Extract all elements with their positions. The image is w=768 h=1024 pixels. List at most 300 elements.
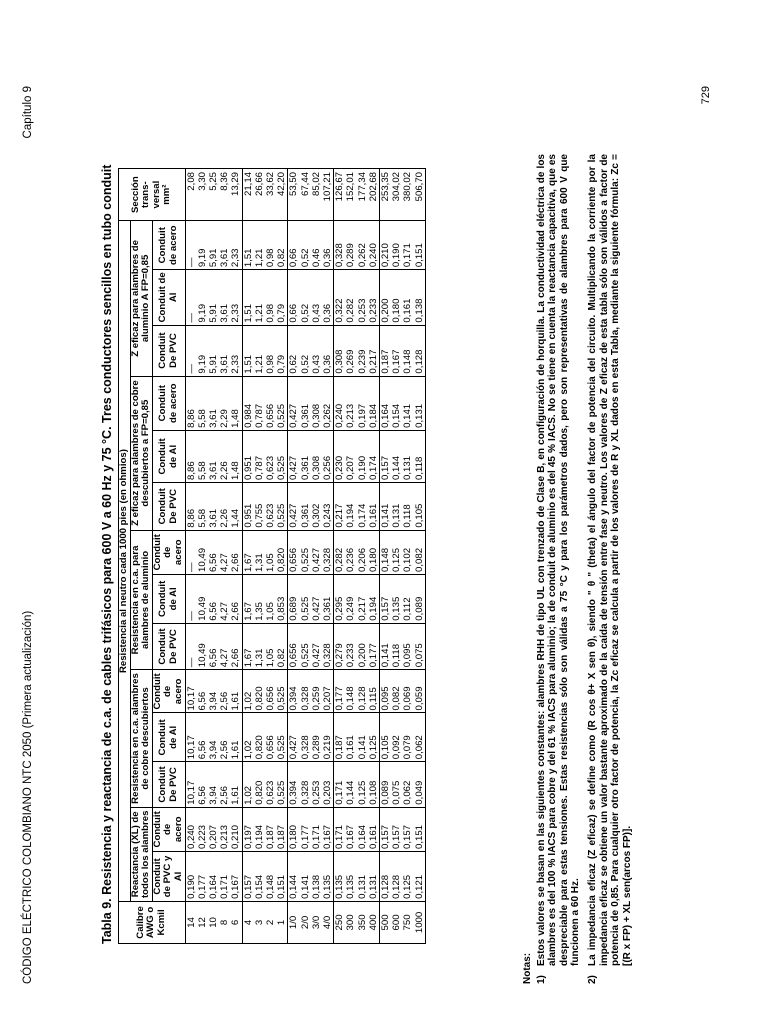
cell-value: 0,177 xyxy=(299,825,311,850)
cell-value: — xyxy=(185,257,197,268)
cell-value: 0,131 xyxy=(367,874,379,899)
calibre-value: 750 xyxy=(402,914,414,931)
cell-value: 1,02 xyxy=(242,786,254,805)
cell-value: 0,112 xyxy=(402,597,414,621)
table-body xyxy=(185,169,425,944)
cell-value: 0,148 xyxy=(345,686,357,711)
cell-value: 0,43 xyxy=(310,354,322,374)
cell-value: 2,66 xyxy=(230,602,242,621)
subheader-acero: Conduit de acero xyxy=(152,807,185,851)
cell-value: 1,61 xyxy=(230,740,242,760)
cell-value: 0,177 xyxy=(367,643,379,668)
calibre-value: 400 xyxy=(367,914,379,931)
page-number: 729 xyxy=(700,86,712,105)
value-cell xyxy=(288,430,334,482)
note-item xyxy=(587,154,633,984)
cell-value: 3,94 xyxy=(207,740,219,760)
cell-value: 0,157 xyxy=(402,825,414,850)
table-row-group xyxy=(380,169,426,944)
cell-value: 0,240 xyxy=(334,403,346,428)
cell-value: 0,197 xyxy=(242,825,254,850)
cell-value: 8,86 xyxy=(185,409,197,428)
cell-value: 0,089 xyxy=(380,780,392,805)
cell-value: 0,187 xyxy=(276,825,288,850)
value-cell xyxy=(288,574,334,623)
cell-value: 0,361 xyxy=(299,403,311,428)
cell-value: 3,61 xyxy=(219,303,231,323)
cell-value: 0,164 xyxy=(380,403,392,428)
calibre-value: 4 xyxy=(242,919,254,926)
cell-value: 0,069 xyxy=(402,686,414,711)
cell-value: 1,31 xyxy=(253,553,265,572)
cell-value: 0,062 xyxy=(413,735,425,760)
cell-value: 0,174 xyxy=(356,503,368,528)
subheader-al: Conduit de Al xyxy=(152,430,185,482)
cell-value: 0,427 xyxy=(310,596,322,621)
cell-value: 0,427 xyxy=(310,547,322,572)
table-row-group xyxy=(334,169,380,944)
value-cell xyxy=(380,713,426,762)
cell-value: 6,56 xyxy=(196,786,208,805)
cell-value: 0,223 xyxy=(196,825,208,850)
value-cell xyxy=(185,852,242,902)
cell-value: 1,05 xyxy=(264,553,276,572)
value-cell xyxy=(242,221,288,270)
cell-value: 67,44 xyxy=(299,172,311,197)
value-cell xyxy=(334,270,380,325)
value-cell xyxy=(334,623,380,670)
cell-value: 0,187 xyxy=(380,349,392,374)
cell-value: 0,203 xyxy=(322,780,333,805)
cell-value: 1,48 xyxy=(230,461,242,480)
cell-value: 0,98 xyxy=(264,248,276,268)
calibre-value: 600 xyxy=(391,914,403,931)
cell-value: 5,58 xyxy=(196,409,208,428)
cell-value: 0,328 xyxy=(299,735,311,760)
value-cell xyxy=(334,713,380,762)
cell-value: 0,308 xyxy=(310,403,322,428)
cell-value: 0,138 xyxy=(310,874,322,899)
cell-value: 0,217 xyxy=(356,596,368,621)
value-cell xyxy=(380,376,426,430)
cell-value: 177,34 xyxy=(356,172,368,202)
cell-value: 0,121 xyxy=(413,874,425,899)
cell-value: 0,128 xyxy=(356,686,368,711)
cell-value: 0,289 xyxy=(310,735,322,760)
cell-value: 0,167 xyxy=(345,825,357,850)
cell-value: 3,61 xyxy=(207,461,219,480)
cell-value: 0,328 xyxy=(322,643,333,668)
cell-value: 0,262 xyxy=(322,403,333,428)
cell-value: 0,194 xyxy=(253,825,265,850)
cell-value: 1,21 xyxy=(253,354,265,374)
cell-value: 0,394 xyxy=(288,780,300,805)
running-header: CÓDIGO ELÉCTRICO COLOMBIANO NTC 2050 (Primera actualización) xyxy=(22,610,34,984)
cell-value: 0,322 xyxy=(334,298,346,323)
cell-value: 0,282 xyxy=(345,298,357,323)
cell-value: 0,141 xyxy=(380,503,392,528)
calibre-value: 250 xyxy=(334,914,346,931)
value-cell xyxy=(380,270,426,325)
cell-value: 126,67 xyxy=(334,172,346,202)
cell-value: 0,059 xyxy=(413,686,425,711)
cell-value: 0,062 xyxy=(402,780,414,805)
value-cell xyxy=(334,574,380,623)
cell-value: 0,125 xyxy=(391,547,403,572)
value-cell xyxy=(334,430,380,482)
value-cell xyxy=(185,221,242,270)
cell-value: 0,328 xyxy=(299,686,311,711)
calibre-value: 350 xyxy=(356,914,368,931)
value-cell xyxy=(288,852,334,902)
cell-value: 0,525 xyxy=(276,403,288,428)
calibre-value: 500 xyxy=(380,914,392,931)
cell-value: 1,67 xyxy=(242,602,254,621)
value-cell xyxy=(185,169,242,221)
cell-value: 0,190 xyxy=(391,243,403,268)
calibre-cell xyxy=(380,901,426,943)
value-cell xyxy=(185,482,242,530)
note-text: Estos valores se basan en las siguientes constantes: alambres RHH de tipo UL con trenzado de Clase B, en configuración de horquilla. La conductividad eléctrica de los alambres es del 100 % IACS para cobre y del 61 % IACS para aluminio; la de conduit de aluminio es del 45 % IACS. No se tiene en cuenta la reactancia capacitiva, que es despreciable para estas tensiones. Estas resistencias sólo son válidas a 75 °C y para los parámetros dados, pero son representativas de alambres para 600 V que funcionen a 60 Hz. xyxy=(535,154,582,966)
cell-value: 1,02 xyxy=(242,740,254,760)
value-cell xyxy=(288,623,334,670)
cell-value: 1,61 xyxy=(230,786,242,805)
cell-value: 10,49 xyxy=(196,547,208,572)
cell-value: 0,125 xyxy=(367,735,379,760)
cell-value: 0,82 xyxy=(276,248,288,268)
cell-value: 0,200 xyxy=(380,298,392,323)
subheader-acero: Conduit de acero xyxy=(152,376,185,430)
value-cell xyxy=(288,713,334,762)
cell-value: 0,302 xyxy=(310,503,322,528)
value-cell xyxy=(288,670,334,713)
cell-value: 0,820 xyxy=(253,780,265,805)
value-cell xyxy=(380,670,426,713)
cell-value: 0,135 xyxy=(345,874,357,899)
cell-value: 0,52 xyxy=(299,354,311,374)
value-cell xyxy=(288,530,334,574)
cell-value: 0,184 xyxy=(367,403,379,428)
cell-value: 13,29 xyxy=(230,172,242,197)
calibre-value: 3 xyxy=(253,919,265,926)
cell-value: 4,27 xyxy=(219,648,231,668)
notes-section xyxy=(522,154,638,984)
cell-value: 0,233 xyxy=(345,643,357,668)
cell-value: 0,128 xyxy=(413,349,425,374)
cell-value: 6,56 xyxy=(196,740,208,760)
cell-value: 0,279 xyxy=(334,643,346,668)
cell-value: 8,86 xyxy=(185,461,197,480)
value-cell xyxy=(185,713,242,762)
cell-value: 0,217 xyxy=(334,503,346,528)
value-cell xyxy=(242,430,288,482)
cell-value: 0,656 xyxy=(288,547,300,572)
calibre-value: 12 xyxy=(196,917,208,928)
cell-value: 0,253 xyxy=(356,298,368,323)
cell-value: 0,755 xyxy=(253,503,265,528)
value-cell xyxy=(242,530,288,574)
cell-value: 10,17 xyxy=(185,735,197,760)
cell-value: 202,68 xyxy=(367,172,379,202)
cell-value: 0,62 xyxy=(288,354,300,374)
cell-value: 0,092 xyxy=(391,735,403,760)
cell-value: 0,125 xyxy=(356,780,368,805)
cell-value: 6,56 xyxy=(207,648,219,668)
calibre-value: 6 xyxy=(230,919,242,926)
cell-value: 0,217 xyxy=(367,349,379,374)
cell-value: 0,194 xyxy=(367,596,379,621)
value-cell xyxy=(288,807,334,851)
cell-value: 0,082 xyxy=(413,547,425,572)
subheader-pvc: Conduit De PVC xyxy=(152,482,185,530)
cell-value: 0,141 xyxy=(380,643,392,668)
value-cell xyxy=(334,482,380,530)
value-cell xyxy=(380,530,426,574)
cell-value: 0,144 xyxy=(391,455,403,480)
cell-value: 0,157 xyxy=(380,825,392,850)
cell-value: 0,197 xyxy=(356,403,368,428)
calibre-value: 4/0 xyxy=(322,915,333,930)
cell-value: 2,66 xyxy=(230,648,242,668)
cell-value: 0,187 xyxy=(264,825,276,850)
cell-value: 0,689 xyxy=(288,596,300,621)
value-cell xyxy=(334,807,380,851)
cell-value: 0,115 xyxy=(367,687,379,711)
cell-value: 0,128 xyxy=(391,874,403,899)
cell-value: 0,289 xyxy=(345,243,357,268)
col-header-calibre: Calibre AWG o Kcmil xyxy=(119,901,186,943)
cell-value: 0,131 xyxy=(391,503,403,528)
cell-value: 0,148 xyxy=(264,874,276,899)
cell-value: 2,33 xyxy=(230,303,242,323)
cell-value: 0,164 xyxy=(207,874,219,899)
value-cell xyxy=(185,670,242,713)
cell-value: 0,207 xyxy=(207,825,219,850)
cell-value: 0,095 xyxy=(380,686,392,711)
value-cell xyxy=(242,482,288,530)
value-cell xyxy=(242,270,288,325)
calibre-cell xyxy=(185,901,242,943)
subheader-acero: Conduit de acero xyxy=(152,530,185,574)
cell-value: 0,177 xyxy=(196,874,208,899)
cell-value: 2,56 xyxy=(219,786,231,805)
cell-value: 0,984 xyxy=(242,403,254,428)
calibre-value: 14 xyxy=(185,917,197,928)
cell-value: 0,151 xyxy=(413,825,425,850)
value-cell xyxy=(334,169,380,221)
resistance-reactance-table xyxy=(118,168,426,944)
cell-value: 4,27 xyxy=(219,602,231,621)
cell-value: 0,079 xyxy=(402,735,414,760)
cell-value: 0,787 xyxy=(253,403,265,428)
value-cell xyxy=(185,270,242,325)
cell-value: 5,58 xyxy=(196,461,208,480)
cell-value: 152,01 xyxy=(345,172,357,202)
calibre-value: 1000 xyxy=(413,911,425,934)
cell-value: 0,236 xyxy=(345,547,357,572)
cell-value: 0,525 xyxy=(276,735,288,760)
cell-value: 0,213 xyxy=(219,825,231,850)
value-cell xyxy=(185,376,242,430)
cell-value: 0,656 xyxy=(264,735,276,760)
subheader-al: Conduit de Al xyxy=(152,574,185,623)
cell-value: 0,820 xyxy=(276,547,288,572)
subheader-acero: Conduit de acero xyxy=(152,670,185,713)
cell-value: 0,213 xyxy=(345,403,357,428)
value-cell xyxy=(242,325,288,376)
cell-value: 5,91 xyxy=(207,303,219,323)
cell-value: 1,48 xyxy=(230,409,242,428)
cell-value: 0,820 xyxy=(253,686,265,711)
col-header-span-resistance: Resistencia al neutro cada 1000 pies (en ohmios) xyxy=(119,221,131,902)
cell-value: 3,61 xyxy=(207,409,219,428)
cell-value: 0,328 xyxy=(334,243,346,268)
cell-value: — xyxy=(185,611,197,621)
calibre-value: 300 xyxy=(345,914,357,931)
cell-value: 0,308 xyxy=(334,349,346,374)
cell-value: — xyxy=(185,363,197,374)
cell-value: 0,230 xyxy=(334,455,346,480)
cell-value: 0,151 xyxy=(276,874,288,899)
value-cell xyxy=(380,221,426,270)
value-cell xyxy=(334,530,380,574)
cell-value: 0,157 xyxy=(391,825,403,850)
cell-value: 0,118 xyxy=(391,643,403,668)
col-group-z-aluminio: Z eficaz para alambres de aluminio A FP=0,85 xyxy=(130,221,152,376)
cell-value: 1,51 xyxy=(242,248,254,268)
calibre-value: 2/0 xyxy=(299,915,311,930)
cell-value: 5,58 xyxy=(196,508,208,528)
cell-value: 0,171 xyxy=(402,243,414,268)
cell-value: 0,148 xyxy=(380,547,392,572)
cell-value: 0,180 xyxy=(367,547,379,572)
col-group-reactancia: Reactancia (XL) de todos los alambres xyxy=(130,807,152,901)
cell-value: 0,525 xyxy=(276,503,288,528)
value-cell xyxy=(380,169,426,221)
cell-value: 1,02 xyxy=(242,691,254,711)
cell-value: 5,25 xyxy=(207,172,219,191)
cell-value: 0,427 xyxy=(288,455,300,480)
cell-value: 0,144 xyxy=(345,780,357,805)
cell-value: 1,61 xyxy=(230,691,242,711)
cell-value: 0,206 xyxy=(356,547,368,572)
cell-value: 0,240 xyxy=(367,243,379,268)
value-cell xyxy=(288,270,334,325)
cell-value: 0,787 xyxy=(253,455,265,480)
cell-value: 0,049 xyxy=(413,780,425,805)
cell-value: 0,180 xyxy=(288,825,300,850)
cell-value: 2,26 xyxy=(219,508,231,528)
cell-value: 0,210 xyxy=(230,825,242,850)
cell-value: 0,131 xyxy=(413,403,425,428)
cell-value: 33,62 xyxy=(264,172,276,197)
value-cell xyxy=(334,670,380,713)
value-cell xyxy=(185,574,242,623)
note-text: La impedancia eficaz (Z eficaz) se define como (R cos θ+ X sen θ), siendo " θ " (theta) el ángulo del factor de potencia del circuito. Multiplicando la corriente por la impedancia eficaz se obtiene un valor bastante aproximado de la caída de tensión entre fase y neutro. Los valores de Z eficaz de esta tabla sólo son válidos a factor de potencia de 0,85. Para cualquier otro factor de potencia, la Zc eficaz se calcula a partir de los valores de R y XL dados en esta Tabla, mediante la siguiente fórmula: Zc = [(R x FP) + XL sen(arcos FP)]. xyxy=(586,154,633,966)
cell-value: 0,253 xyxy=(310,780,322,805)
table-row-group xyxy=(288,169,334,944)
cell-value: 0,161 xyxy=(345,735,357,760)
cell-value: 1,05 xyxy=(264,648,276,668)
cell-value: 6,56 xyxy=(196,691,208,711)
cell-value: 85,02 xyxy=(310,172,322,197)
value-cell xyxy=(185,325,242,376)
cell-value: 0,082 xyxy=(391,686,403,711)
value-cell xyxy=(242,762,288,807)
cell-value: 0,623 xyxy=(264,503,276,528)
value-cell xyxy=(380,482,426,530)
col-group-z-cobre: Z eficaz para alambres de cobre descubiertos a FP=0,85 xyxy=(130,376,152,530)
subheader-pvc: Conduit De PVC xyxy=(152,623,185,670)
resistance-table-wrapper xyxy=(118,168,426,944)
cell-value: 0,135 xyxy=(322,874,333,899)
subheader-acero: Conduit de acero xyxy=(152,221,185,270)
value-cell xyxy=(242,169,288,221)
cell-value: 0,239 xyxy=(356,349,368,374)
cell-value: 0,207 xyxy=(345,455,357,480)
cell-value: 0,36 xyxy=(322,303,333,323)
value-cell xyxy=(334,852,380,902)
cell-value: 0,148 xyxy=(402,349,414,374)
cell-value: 0,623 xyxy=(264,780,276,805)
cell-value: 53,50 xyxy=(288,172,300,197)
cell-value: 0,174 xyxy=(367,455,379,480)
cell-value: 0,328 xyxy=(322,547,333,572)
value-cell xyxy=(242,574,288,623)
cell-value: 0,135 xyxy=(334,874,346,899)
cell-value: 0,190 xyxy=(356,455,368,480)
cell-value: 0,361 xyxy=(299,503,311,528)
cell-value: 3,61 xyxy=(219,248,231,268)
note-item xyxy=(536,154,582,984)
cell-value: 0,82 xyxy=(276,648,288,668)
cell-value: 0,128 xyxy=(380,874,392,899)
cell-value: 0,256 xyxy=(322,455,333,480)
col-group-res-cobre: Resistencia en c.a. alambres de cobre descubiertos xyxy=(130,670,152,807)
subheader-pvc: Conduit De PVC xyxy=(152,762,185,807)
cell-value: 0,52 xyxy=(299,303,311,323)
cell-value: 0,525 xyxy=(276,780,288,805)
cell-value: 0,131 xyxy=(402,455,414,480)
value-cell xyxy=(288,482,334,530)
cell-value: 0,108 xyxy=(367,780,379,805)
value-cell xyxy=(380,852,426,902)
value-cell xyxy=(380,325,426,376)
cell-value: — xyxy=(185,312,197,323)
cell-value: 0,161 xyxy=(367,503,379,528)
cell-value: 0,66 xyxy=(288,303,300,323)
cell-value: 0,135 xyxy=(391,596,403,621)
cell-value: 3,61 xyxy=(219,354,231,374)
value-cell xyxy=(242,807,288,851)
value-cell xyxy=(185,430,242,482)
calibre-cell xyxy=(288,901,334,943)
cell-value: 506,70 xyxy=(413,172,425,202)
cell-value: 0,207 xyxy=(322,686,333,711)
cell-value: 2,56 xyxy=(219,691,231,711)
subheader-pvc: Conduit De PVC xyxy=(152,325,185,376)
cell-value: 0,144 xyxy=(288,874,300,899)
cell-value: 0,525 xyxy=(299,596,311,621)
calibre-value: 8 xyxy=(219,919,231,926)
cell-value: 0,361 xyxy=(322,596,333,621)
value-cell xyxy=(334,221,380,270)
cell-value: 0,427 xyxy=(288,403,300,428)
calibre-cell xyxy=(334,901,380,943)
cell-value: 1,67 xyxy=(242,648,254,668)
cell-value: 0,427 xyxy=(310,643,322,668)
cell-value: 0,154 xyxy=(253,874,265,899)
